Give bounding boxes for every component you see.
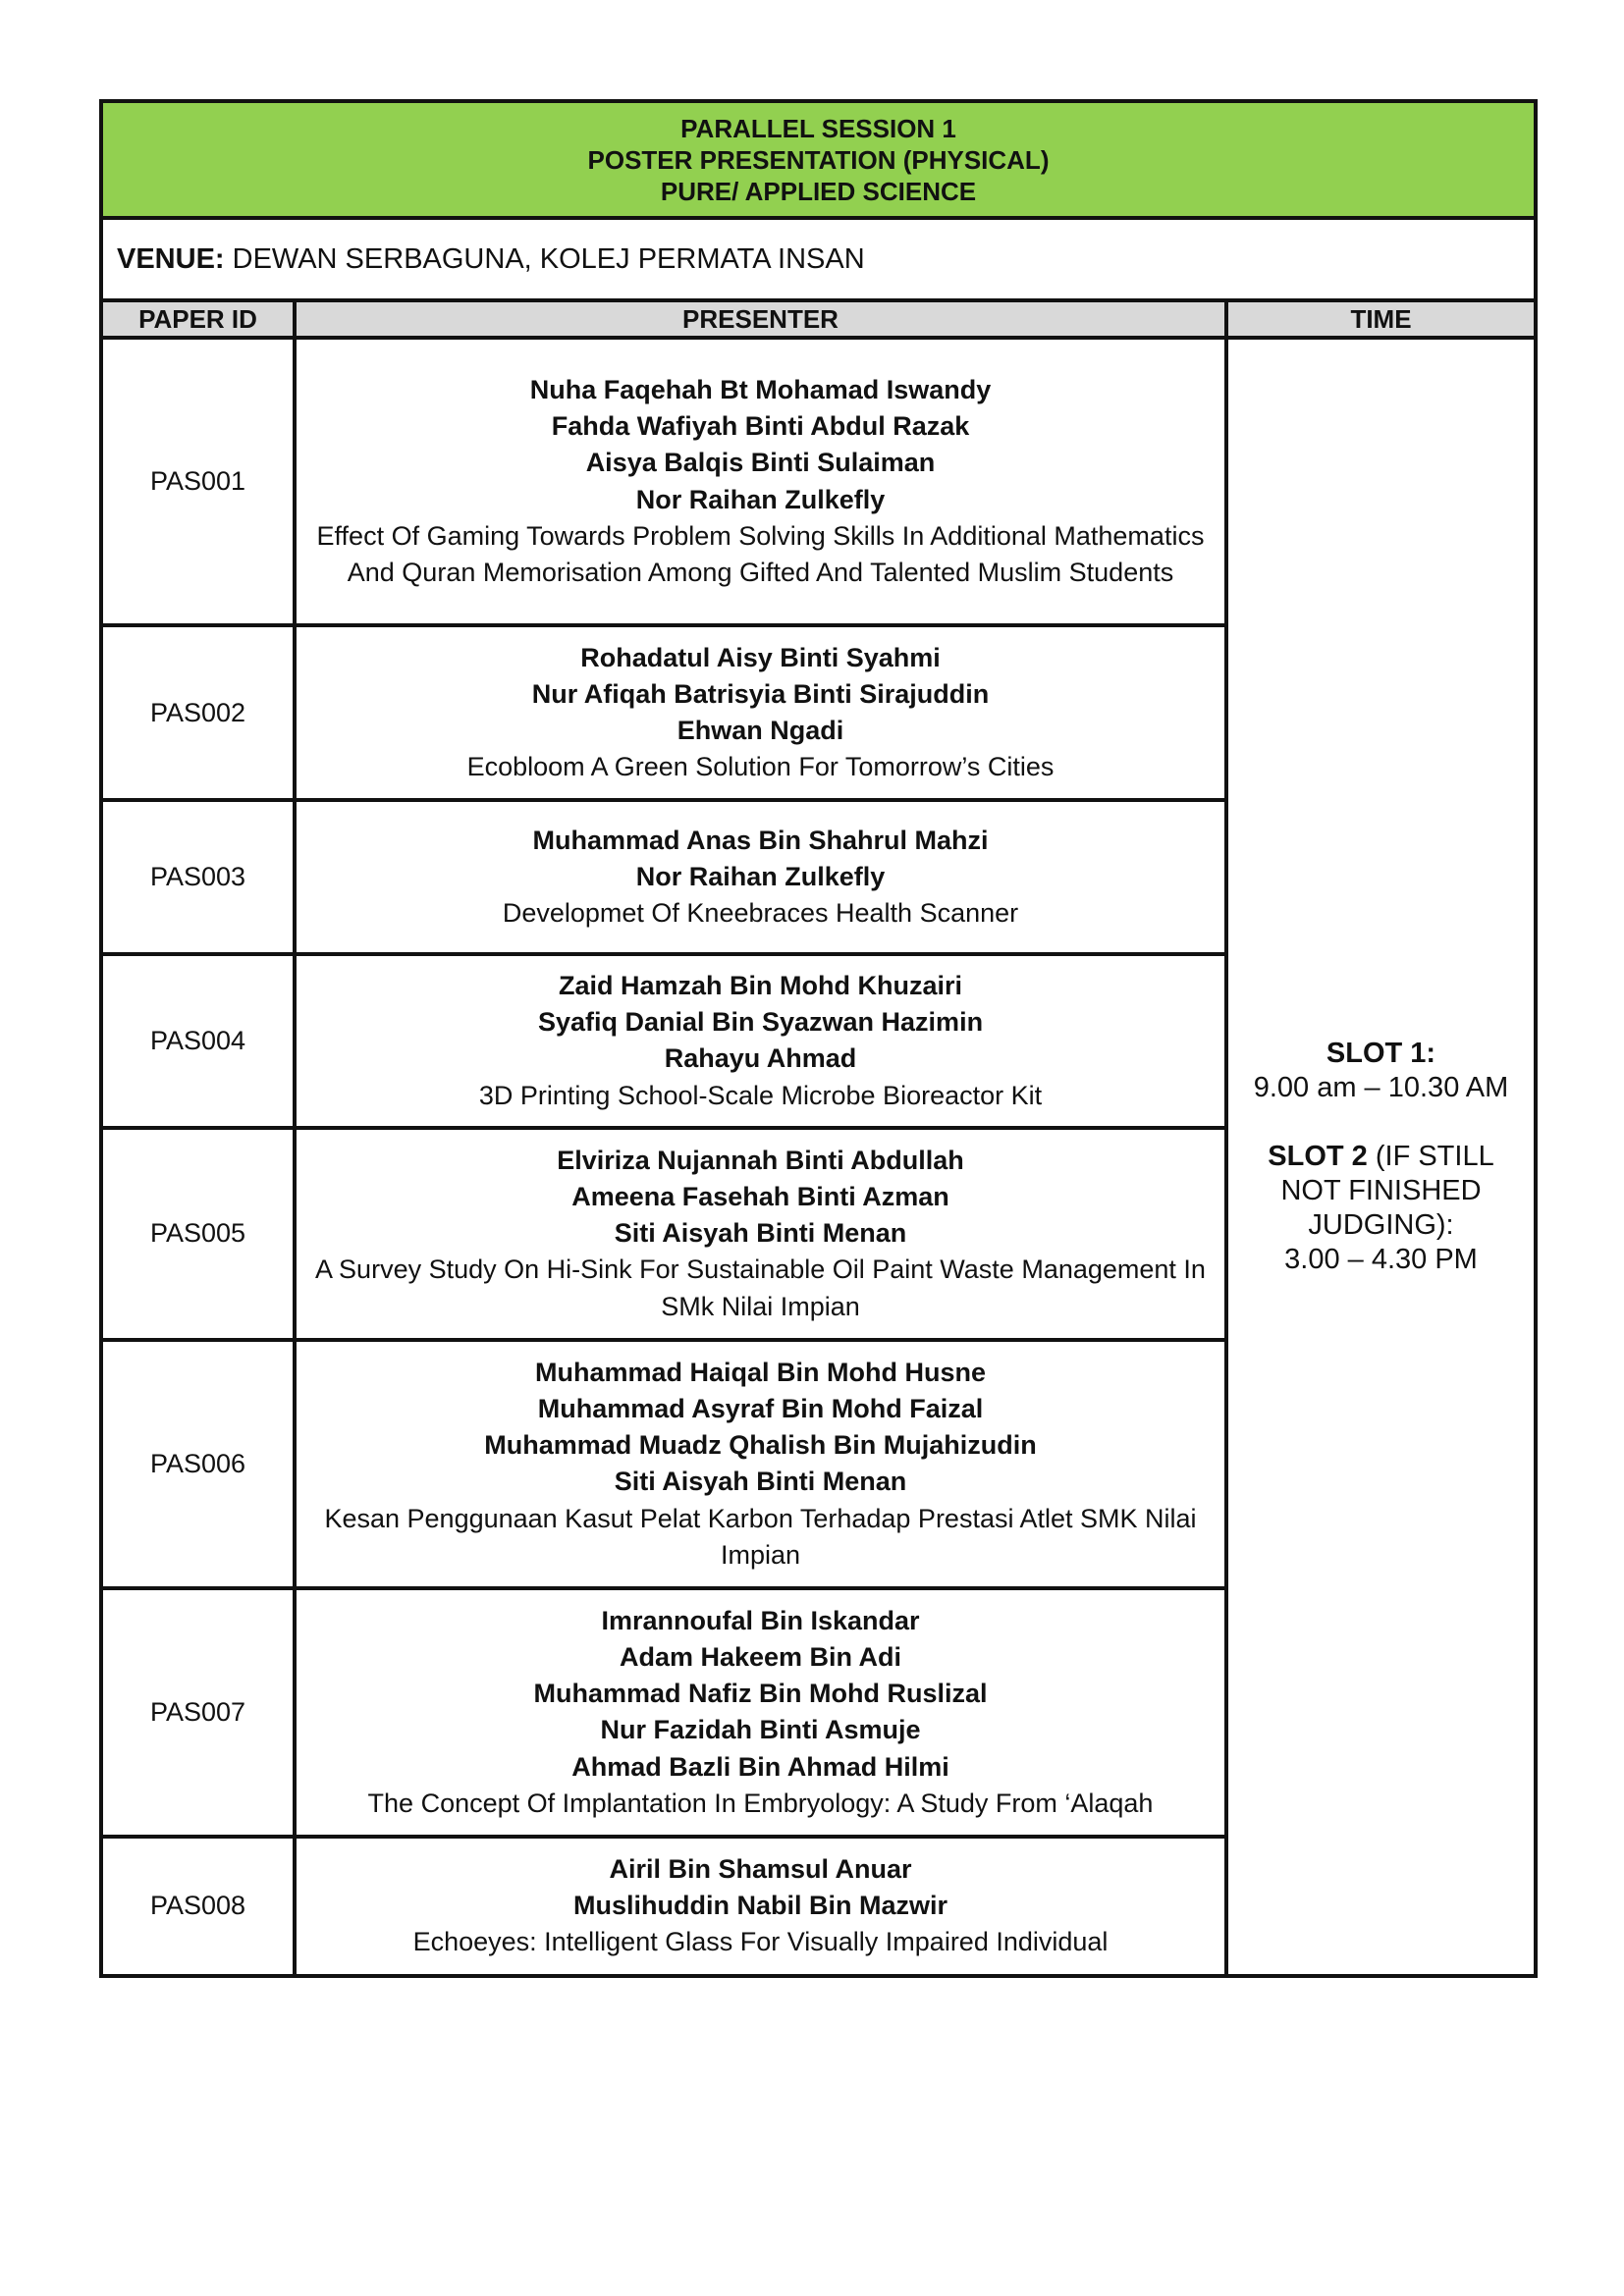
presenter-name: Airil Bin Shamsul Anuar xyxy=(609,1854,912,1884)
paper-id: PAS006 xyxy=(101,1340,295,1588)
presenter-name: Ahmad Bazli Bin Ahmad Hilmi xyxy=(571,1751,949,1782)
presenter-cell xyxy=(295,954,1226,1128)
slot2-line3: JUDGING): xyxy=(1308,1208,1454,1241)
presenter-cell xyxy=(295,1340,1226,1588)
presenter-name: Nuha Faqehah Bt Mohamad Iswandy xyxy=(529,374,992,404)
presenter-name: Muhammad Muadz Qhalish Bin Mujahizudin xyxy=(484,1430,1037,1461)
venue-row xyxy=(101,218,1536,300)
presenter-cell xyxy=(295,1837,1226,1976)
slot1-time: 9.00 am – 10.30 AM xyxy=(1253,1071,1509,1103)
presenter-name: Zaid Hamzah Bin Mohd Khuzairi xyxy=(558,971,962,1000)
session-title: PARALLEL SESSION 1 xyxy=(680,113,956,143)
presenter-name: Rohadatul Aisy Binti Syahmi xyxy=(580,642,941,672)
presenter-name: Nor Raihan Zulkefly xyxy=(635,861,886,891)
paper-id: PAS003 xyxy=(101,800,295,954)
presenter-name: Fahda Wafiyah Binti Abdul Razak xyxy=(551,411,970,442)
presenter-name: Nur Afiqah Batrisyia Binti Sirajuddin xyxy=(531,678,990,709)
slot2-line1 xyxy=(1228,1140,1534,1174)
presenter-cell xyxy=(295,338,1226,625)
presenter-cell xyxy=(295,1588,1226,1837)
presenter-name: Muslihuddin Nabil Bin Mazwir xyxy=(573,1891,947,1921)
time-cell xyxy=(1226,338,1536,1976)
presenter-name: Nur Fazidah Binti Asmuje xyxy=(600,1715,921,1745)
paper-id: PAS004 xyxy=(101,954,295,1128)
presenter-name: Ehwan Ngadi xyxy=(677,716,844,745)
presenter-name: Aisya Balqis Binti Sulaiman xyxy=(585,448,936,478)
session-header xyxy=(101,101,1536,218)
presenter-cell xyxy=(295,625,1226,800)
venue-value: DEWAN SERBAGUNA, KOLEJ PERMATA INSAN xyxy=(224,242,865,275)
paper-title: Effect Of Gaming Towards Problem Solving Skills In Additional Mathematics And Quran Memorisation Among Gifted And Talented Muslim Students xyxy=(316,520,1205,587)
paper-id: PAS008 xyxy=(101,1837,295,1976)
presenter-name: Siti Aisyah Binti Menan xyxy=(614,1467,907,1497)
slot2-time: 3.00 – 4.30 PM xyxy=(1284,1243,1478,1275)
paper-title: 3D Printing School-Scale Microbe Bioreactor Kit xyxy=(478,1080,1043,1110)
presenter-name: Ameena Fasehah Binti Azman xyxy=(571,1182,949,1211)
presenter-name: Nor Raihan Zulkefly xyxy=(635,484,886,514)
presenter-name: Adam Hakeem Bin Adi xyxy=(619,1641,902,1672)
slot-spacer xyxy=(1228,1105,1534,1140)
paper-title: Kesan Penggunaan Kasut Pelat Karbon Terhadap Prestasi Atlet SMK Nilai Impian xyxy=(324,1503,1197,1570)
presenter-name: Muhammad Asyraf Bin Mohd Faizal xyxy=(537,1393,984,1423)
presenter-cell xyxy=(295,1128,1226,1340)
schedule-page xyxy=(99,99,1534,1978)
slot2-line2: NOT FINISHED xyxy=(1280,1174,1482,1206)
paper-title: A Survey Study On Hi-Sink For Sustainable Oil Paint Waste Management In SMk Nilai Impian xyxy=(315,1255,1206,1321)
venue-label: VENUE: xyxy=(117,242,225,275)
paper-title: Ecobloom A Green Solution For Tomorrow’s Cities xyxy=(466,752,1055,782)
presenter-name: Muhammad Anas Bin Shahrul Mahzi xyxy=(532,825,989,855)
slot2-note: (IF STILL xyxy=(1367,1140,1494,1172)
session-category: PURE/ APPLIED SCIENCE xyxy=(660,176,977,206)
presenter-name: Syafiq Danial Bin Syazwan Hazimin xyxy=(537,1007,984,1038)
paper-id: PAS007 xyxy=(101,1588,295,1837)
column-header-time: TIME xyxy=(1226,300,1536,338)
column-header-presenter: PRESENTER xyxy=(295,300,1226,338)
paper-title: The Concept Of Implantation In Embryology: A Study From ‘Alaqah xyxy=(367,1788,1154,1818)
presenter-name: Siti Aisyah Binti Menan xyxy=(614,1218,907,1249)
paper-title: Developmet Of Kneebraces Health Scanner xyxy=(502,898,1019,929)
slot1-label: SLOT 1: xyxy=(1326,1037,1436,1069)
schedule-rows xyxy=(101,338,1536,1976)
presenter-name: Rahayu Ahmad xyxy=(664,1043,857,1074)
presenter-cell xyxy=(295,800,1226,954)
paper-id: PAS002 xyxy=(101,625,295,800)
paper-title: Echoeyes: Intelligent Glass For Visually Impaired Individual xyxy=(412,1927,1109,1957)
schedule-table xyxy=(99,99,1538,1978)
presenter-name: Imrannoufal Bin Iskandar xyxy=(601,1605,920,1635)
session-type: POSTER PRESENTATION (PHYSICAL) xyxy=(587,144,1050,175)
paper-id: PAS005 xyxy=(101,1128,295,1340)
column-header-paper-id: PAPER ID xyxy=(101,300,295,338)
presenter-name: Muhammad Nafiz Bin Mohd Ruslizal xyxy=(533,1679,988,1709)
slot2-label: SLOT 2 xyxy=(1268,1140,1368,1172)
presenter-name: Elviriza Nujannah Binti Abdullah xyxy=(557,1145,964,1175)
paper-id: PAS001 xyxy=(101,338,295,625)
table-row xyxy=(101,338,1536,625)
presenter-name: Muhammad Haiqal Bin Mohd Husne xyxy=(534,1357,987,1387)
